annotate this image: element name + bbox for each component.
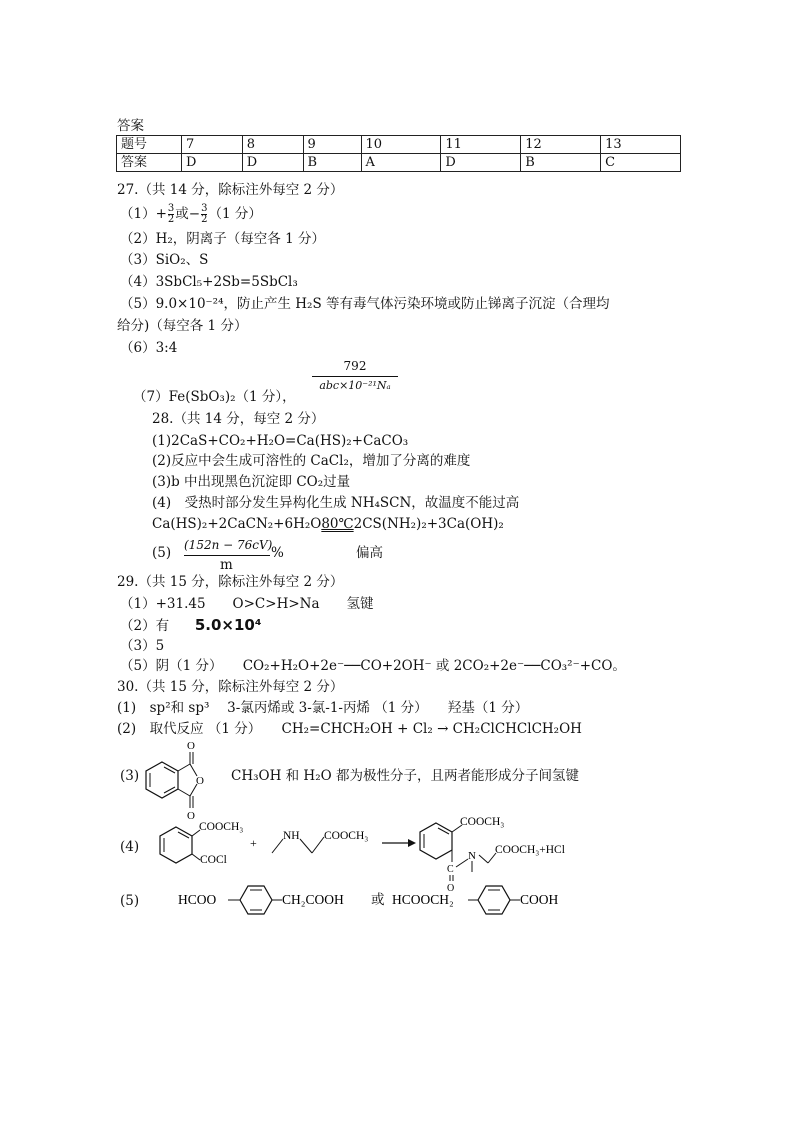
oxygen-label: O xyxy=(187,740,195,752)
equation-left: Ca(HS)₂+2CaCN₂+6H₂O xyxy=(152,516,322,532)
q28-a5-denominator: m xyxy=(220,557,233,573)
q27-a1-mid: 或− xyxy=(175,206,201,222)
q27-a7-denominator: abc×10⁻²¹Nₐ xyxy=(319,379,391,392)
oxygen-label: O xyxy=(196,775,204,787)
table-cell: 10 xyxy=(361,136,441,154)
fraction xyxy=(201,204,207,225)
equation-right: 2CS(NH₂)₂+3Ca(OH)₂ xyxy=(353,516,504,532)
table-cell: 7 xyxy=(182,136,243,154)
table-cell: 12 xyxy=(521,136,601,154)
q28-answer-4: (4) 受热时部分发生异构化生成 NH₄SCN，故温度不能过高 xyxy=(152,495,520,511)
table-cell: D xyxy=(242,154,303,172)
table-cell: 11 xyxy=(441,136,521,154)
q27-answer-2: （2）H₂，阴离子（每空各 1 分） xyxy=(120,231,325,247)
q28-answer-3: (3)b 中出现黑色沉淀即 CO₂过量 xyxy=(152,474,351,490)
or-text: 或 xyxy=(371,892,385,907)
q27-answer-6: （6）3:4 xyxy=(120,340,178,356)
q28-a5-unit: % xyxy=(271,545,284,561)
table-cell: B xyxy=(303,154,361,172)
formate-group-label: HCOOCH₂ xyxy=(392,892,454,907)
q29-title: 29.（共 15 分，除标注外每空 2 分） xyxy=(117,574,344,590)
q30-answer-2: (2) 取代反应 （1 分） CH₂=CHCH₂OH + Cl₂ → CH₂ClCHClCH₂OH xyxy=(117,721,582,737)
q28-answer-4-equation xyxy=(152,515,504,533)
reaction-condition: 80℃ xyxy=(321,516,354,532)
q27-answer-7: （7）Fe(SbO₃)₂（1 分）， xyxy=(133,389,296,405)
q27-a1-prefix: （1）+ xyxy=(120,206,167,222)
q27-title: 27.（共 14 分，除标注外每空 2 分） xyxy=(117,182,344,198)
amine-label: NH xyxy=(283,830,300,842)
ester-group-label: COOCH₃ xyxy=(199,821,244,833)
q29-answer-1: （1）+31.45 O>C>H>Na 氢键 xyxy=(120,596,374,612)
fraction-numerator: 3 xyxy=(201,203,208,214)
table-cell: D xyxy=(441,154,521,172)
q27-answer-5-line2: 给分)（每空各 1 分） xyxy=(117,318,248,334)
q27-answer-3: （3）SiO₂、S xyxy=(120,252,209,268)
q30-a5-structures xyxy=(178,880,578,920)
answer-table xyxy=(116,135,681,172)
q30-a4-label: (4) xyxy=(120,839,140,855)
table-cell: 答案 xyxy=(117,154,182,172)
formate-group-label: HCOO xyxy=(178,892,217,907)
nitrogen-label: N xyxy=(468,850,476,862)
table-cell: 8 xyxy=(242,136,303,154)
q28-a5-label: (5) xyxy=(152,545,172,561)
phthalic-anhydride-structure xyxy=(140,740,220,822)
q27-answer-5-line1: （5）9.0×10⁻²⁴，防止产生 H₂S 等有毒气体污染环境或防止锑离子沉淀（合理均 xyxy=(120,296,610,312)
table-row xyxy=(117,154,681,172)
oxygen-label: O xyxy=(447,883,455,894)
q30-a5-label: (5) xyxy=(120,893,140,909)
fraction-denominator: 2 xyxy=(167,214,175,225)
q27-a1-suffix: （1 分） xyxy=(208,206,262,222)
q28-a5-result: 偏高 xyxy=(356,545,383,561)
table-cell: 13 xyxy=(601,136,681,154)
fraction-denominator: 2 xyxy=(201,214,208,225)
q28-answer-2: (2)反应中会生成可溶性的 CaCl₂，增加了分离的难度 xyxy=(152,453,471,469)
q28-answer-1: (1)2CaS+CO₂+H₂O=Ca(HS)₂+CaCO₃ xyxy=(152,433,409,449)
q30-a3-text: CH₃OH 和 H₂O 都为极性分子，且两者能形成分子间氢键 xyxy=(231,768,579,784)
q30-a3-label: (3) xyxy=(120,768,140,784)
fraction-numerator: 3 xyxy=(167,203,175,214)
table-cell: 9 xyxy=(303,136,361,154)
plus-sign: + xyxy=(250,836,257,850)
table-cell: C xyxy=(601,154,681,172)
q30-answer-1: (1) sp²和 sp³ 3-氯丙烯或 3-氯-1-丙烯 （1 分） 羟基（1 分） xyxy=(117,700,529,716)
table-row xyxy=(117,136,681,154)
ester-group-label: COOCH₃ xyxy=(460,816,505,828)
q29-answer-5: （5）阴（1 分） CO₂+H₂O+2e⁻──CO+2OH⁻ 或 2CO₂+2e⁻──CO₃²⁻+CO。 xyxy=(120,658,626,674)
carboxylic-acid-label: COOH xyxy=(520,892,559,907)
fraction xyxy=(168,204,174,225)
answer-header: 答案 xyxy=(117,118,144,134)
oxygen-label: O xyxy=(187,810,195,822)
table-cell: B xyxy=(521,154,601,172)
ester-group-label: COOCH₃ xyxy=(324,830,369,842)
q28-a5-numerator: (152n − 76cV) xyxy=(184,538,273,552)
carbon-label: C xyxy=(447,864,454,875)
q27-answer-4: （4）3SbCl₅+2Sb=5SbCl₃ xyxy=(120,274,298,290)
table-cell: 题号 xyxy=(117,136,182,154)
q29-a2-value: 5.0×10⁴ xyxy=(194,616,262,634)
table-cell: A xyxy=(361,154,441,172)
q29-a2-prefix: （2）有 xyxy=(120,618,170,634)
q27-answer-1 xyxy=(120,204,262,225)
q27-a7-numerator: 792 xyxy=(343,359,367,373)
q30-title: 30.（共 15 分，除标注外每空 2 分） xyxy=(117,679,344,695)
acyl-chloride-label: COCl xyxy=(200,854,227,866)
q30-a4-reaction-scheme xyxy=(150,815,590,894)
product-tail-label: COOCH₃+HCl xyxy=(495,844,565,856)
q29-answer-2 xyxy=(120,616,261,635)
q29-answer-3: （3）5 xyxy=(120,638,165,654)
table-cell: D xyxy=(182,154,243,172)
acetic-acid-group-label: CH₂COOH xyxy=(282,892,344,907)
q28-title: 28.（共 14 分，每空 2 分） xyxy=(152,411,325,427)
